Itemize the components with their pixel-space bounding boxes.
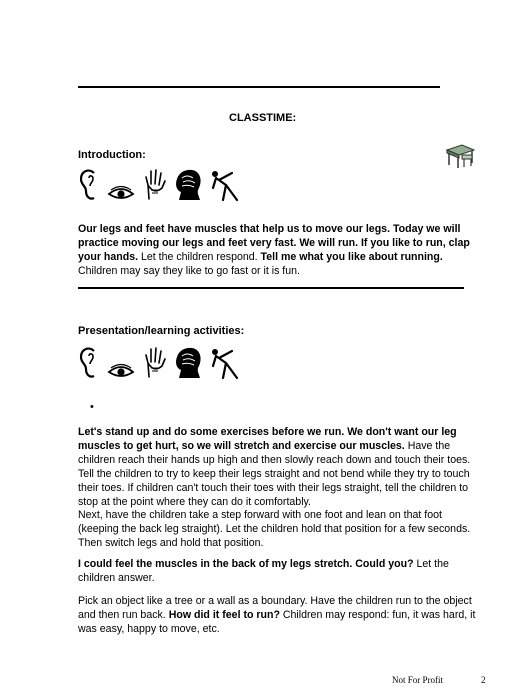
pres-p3-bold: I could feel the muscles in the back of my legs stretch. Could you? (78, 558, 414, 570)
page-number: 2 (481, 675, 486, 685)
stretching-figure-icon (210, 168, 240, 202)
top-divider (78, 86, 440, 88)
eye-icon (107, 362, 135, 380)
introduction-icon-row (78, 168, 240, 202)
presentation-paragraph-4 (78, 594, 484, 636)
pres-p4-bold: How did it feel to run? (168, 609, 280, 621)
introduction-heading: Introduction: (78, 149, 146, 161)
presentation-paragraph-3 (78, 557, 484, 585)
pres-p4-text-1: Pick an object like a tree or a wall as a boundary. Have the children run to the object and then run back. (78, 595, 472, 621)
stretching-figure-icon (210, 346, 240, 380)
intro-bold-2: Tell me what you like about running. (260, 251, 443, 263)
desk-icon (444, 141, 476, 174)
pres-p1-bold: Let's stand up and do some exercises before we run. We don't want our leg muscles to get hurt, so we will stretch and exercise our muscles. (78, 426, 457, 452)
hand-icon (142, 168, 166, 202)
eye-icon (107, 184, 135, 202)
intro-text-1: Let the children respond. (138, 251, 261, 263)
intro-text-2: Children may say they like to go fast or it is fun. (78, 265, 300, 277)
ear-icon (78, 346, 100, 380)
footer-text: Not For Profit (392, 675, 444, 685)
presentation-paragraph-2: Next, have the children take a step forward with one foot and lean on that foot (keeping the back leg straight). Let the children hold that position for a few seconds. Then switch legs and hold that position. (78, 509, 471, 549)
hand-icon (142, 346, 166, 380)
head-brain-icon (173, 346, 203, 380)
pres-p3-text: Let the children answer. (78, 558, 449, 584)
ear-icon (78, 168, 100, 202)
middle-divider (78, 287, 464, 289)
pres-p4-text-2: Children may respond: fun, it was hard, it was easy, happy to move, etc. (78, 609, 476, 635)
pres-p1-text: Have the children reach their hands up high and then slowly reach down and touch their toes. Tell the children to try to keep their legs straight and not bend while they try to touch their toes. If children can't touch their toes with their legs straight, tell the children to stop at the point where they can do it comfortably. (78, 440, 471, 508)
classtime-title: CLASSTIME: (229, 112, 297, 124)
presentation-icon-row (78, 346, 240, 380)
intro-bold-1: Our legs and feet have muscles that help us to move our legs. Today we will practice moving our legs and feet very fast. We will run. If you like to run, clap your hands. (78, 223, 470, 263)
bullet-marker: • (90, 401, 94, 413)
head-brain-icon (173, 168, 203, 202)
presentation-paragraph-1 (78, 425, 484, 509)
presentation-heading: Presentation/learning activities: (78, 325, 245, 337)
introduction-paragraph (78, 222, 484, 278)
